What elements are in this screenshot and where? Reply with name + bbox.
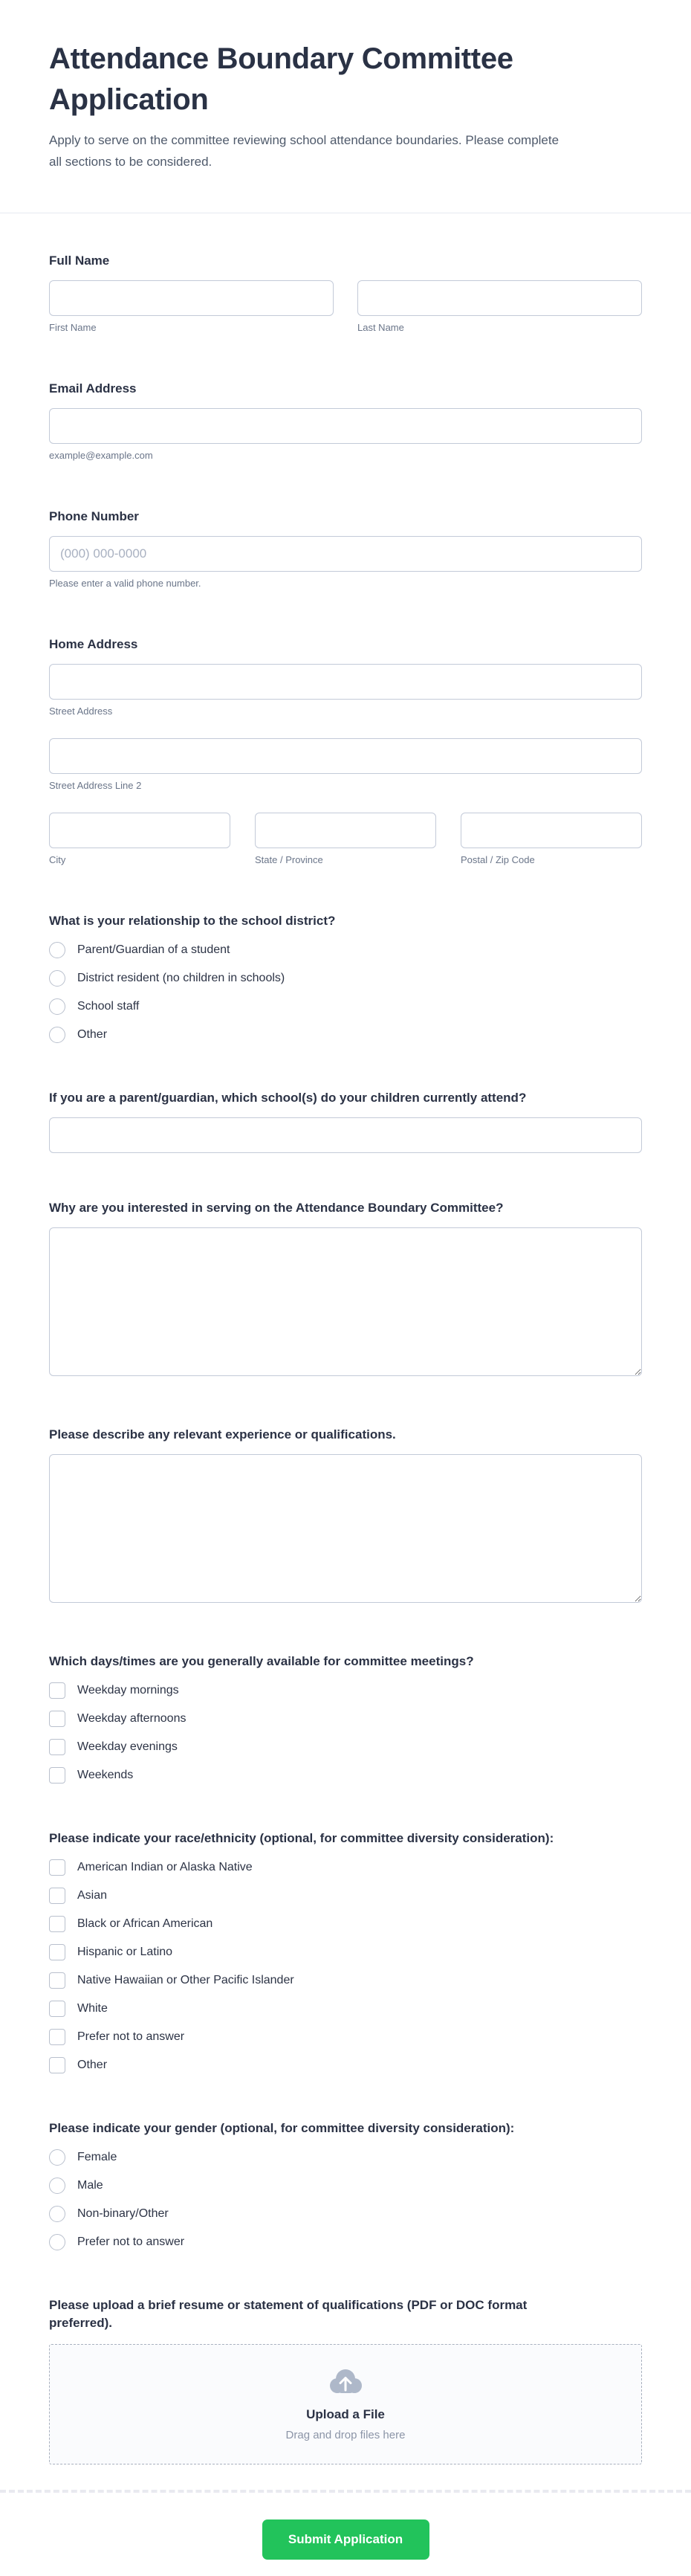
form-subtitle: Apply to serve on the committee reviewing school attendance boundaries. Please complete all sections to be considered. [49,133,559,169]
checkbox-option-native-hawaiian[interactable] [49,1972,642,1989]
phone-input[interactable] [49,536,642,572]
street-address-input[interactable] [49,664,642,700]
radio-option-prefer-not-answer[interactable] [49,2234,642,2250]
street-address-sublabel: Street Address [49,706,113,717]
state-input[interactable] [255,813,436,848]
checkbox[interactable] [49,2001,65,2017]
checkbox[interactable] [49,1972,65,1989]
checkbox-option-other[interactable] [49,2057,642,2073]
schools-attended-input[interactable] [49,1117,642,1153]
zip-sublabel: Postal / Zip Code [461,854,535,865]
street-address-line2-sublabel: Street Address Line 2 [49,780,142,791]
question-label: Full Name [49,254,110,268]
question-availability [49,1653,642,1783]
radio-option-district-resident[interactable] [49,970,642,987]
question-address [49,636,642,866]
upload-hint: Drag and drop files here [285,2428,406,2441]
radio-option-school-staff[interactable] [49,998,642,1015]
checkbox-option-label: Weekday mornings [77,1684,179,1697]
radio-option-male[interactable] [49,2178,642,2194]
checkbox[interactable] [49,1767,65,1783]
checkbox-option-label: Other [77,2059,108,2071]
checkbox[interactable] [49,2057,65,2073]
checkbox[interactable] [49,1916,65,1932]
question-label: Please indicate your race/ethnicity (optional, for committee diversity consideration): [49,1831,554,1845]
checkbox-option-prefer-not-answer[interactable] [49,2029,642,2045]
phone-sublabel: Please enter a valid phone number. [49,578,201,589]
checkbox-option-label: Native Hawaiian or Other Pacific Islander [77,1974,294,1986]
checkbox-option-black-african-american[interactable] [49,1916,642,1932]
question-label: Email Address [49,381,137,396]
checkbox-option-weekday-mornings[interactable] [49,1682,642,1699]
upload-cloud-icon [328,2368,363,2398]
question-email [49,380,642,462]
checkbox-option-label: American Indian or Alaska Native [77,1861,253,1873]
checkbox-option-label: White [77,2002,108,2015]
checkbox-option-american-indian[interactable] [49,1859,642,1876]
file-upload-dropzone[interactable] [49,2344,642,2464]
radio-option-nonbinary-other[interactable] [49,2206,642,2222]
last-name-sublabel: Last Name [357,322,404,333]
why-interested-textarea[interactable] [49,1227,642,1376]
checkbox[interactable] [49,1859,65,1876]
checkbox-option-label: Weekday evenings [77,1740,178,1753]
checkbox-option-asian[interactable] [49,1888,642,1904]
question-why-interested [49,1199,642,1380]
upload-title: Upload a File [306,2406,385,2421]
question-label: Which days/times are you generally available for committee meetings? [49,1654,474,1668]
radio-button[interactable] [49,998,65,1015]
radio-button[interactable] [49,2149,65,2166]
city-input[interactable] [49,813,230,848]
form-footer [0,2490,691,2576]
question-district-relationship [49,912,642,1043]
question-race-ethnicity [49,1830,642,2073]
question-label: Why are you interested in serving on the Attendance Boundary Committee? [49,1201,504,1215]
checkbox-option-label: Weekday afternoons [77,1712,186,1725]
state-sublabel: State / Province [255,854,323,865]
radio-option-label: Prefer not to answer [77,2236,185,2248]
first-name-input[interactable] [49,280,334,316]
first-name-sublabel: First Name [49,322,97,333]
checkbox-option-label: Asian [77,1889,108,1902]
radio-option-label: School staff [77,1000,140,1013]
radio-button[interactable] [49,1027,65,1043]
experience-textarea[interactable] [49,1454,642,1603]
street-address-line2-input[interactable] [49,738,642,774]
radio-option-label: Female [77,2151,117,2163]
checkbox[interactable] [49,1888,65,1904]
question-phone [49,508,642,590]
checkbox[interactable] [49,1711,65,1727]
radio-button[interactable] [49,2178,65,2194]
checkbox-option-weekday-evenings[interactable] [49,1739,642,1755]
question-label: Home Address [49,637,138,651]
checkbox[interactable] [49,1682,65,1699]
question-full-name [49,252,642,334]
question-label: Please upload a brief resume or statement of qualifications (PDF or DOC format preferred). [49,2298,528,2330]
checkbox-option-label: Black or African American [77,1917,213,1930]
checkbox-option-hispanic-latino[interactable] [49,1944,642,1960]
form-title: Attendance Boundary Committee Application [49,42,513,116]
checkbox-option-label: Hispanic or Latino [77,1946,173,1958]
radio-option-label: Male [77,2179,103,2192]
radio-button[interactable] [49,970,65,987]
radio-option-label: District resident (no children in schools) [77,972,285,984]
radio-option-label: Non-binary/Other [77,2207,169,2220]
checkbox[interactable] [49,1739,65,1755]
radio-option-label: Parent/Guardian of a student [77,943,230,956]
radio-button[interactable] [49,2234,65,2250]
form-header [0,0,691,213]
question-label: Please indicate your gender (optional, for committee diversity consideration): [49,2121,515,2135]
question-resume-upload [49,2296,642,2464]
city-sublabel: City [49,854,66,865]
email-input[interactable] [49,408,642,444]
radio-button[interactable] [49,2206,65,2222]
email-sublabel: example@example.com [49,450,153,461]
checkbox[interactable] [49,1944,65,1960]
question-label: Phone Number [49,509,139,523]
checkbox-option-label: Prefer not to answer [77,2030,185,2043]
question-label: If you are a parent/guardian, which school(s) do your children currently attend? [49,1091,527,1105]
radio-option-parent-guardian[interactable] [49,942,642,958]
submit-button[interactable]: Submit Application [262,2519,429,2560]
checkbox-option-label: Weekends [77,1769,134,1781]
question-schools-attended [49,1089,642,1153]
last-name-input[interactable] [357,280,642,316]
radio-button[interactable] [49,942,65,958]
radio-option-other[interactable] [49,1027,642,1043]
zip-input[interactable] [461,813,642,848]
checkbox-option-white[interactable] [49,2001,642,2017]
question-label: Please describe any relevant experience or qualifications. [49,1427,396,1442]
radio-option-label: Other [77,1028,108,1041]
question-gender [49,2120,642,2250]
checkbox-option-weekday-afternoons[interactable] [49,1711,642,1727]
radio-option-female[interactable] [49,2149,642,2166]
checkbox[interactable] [49,2029,65,2045]
question-label: What is your relationship to the school district? [49,914,336,928]
checkbox-option-weekends[interactable] [49,1767,642,1783]
form-body [0,213,691,2464]
question-experience [49,1426,642,1607]
